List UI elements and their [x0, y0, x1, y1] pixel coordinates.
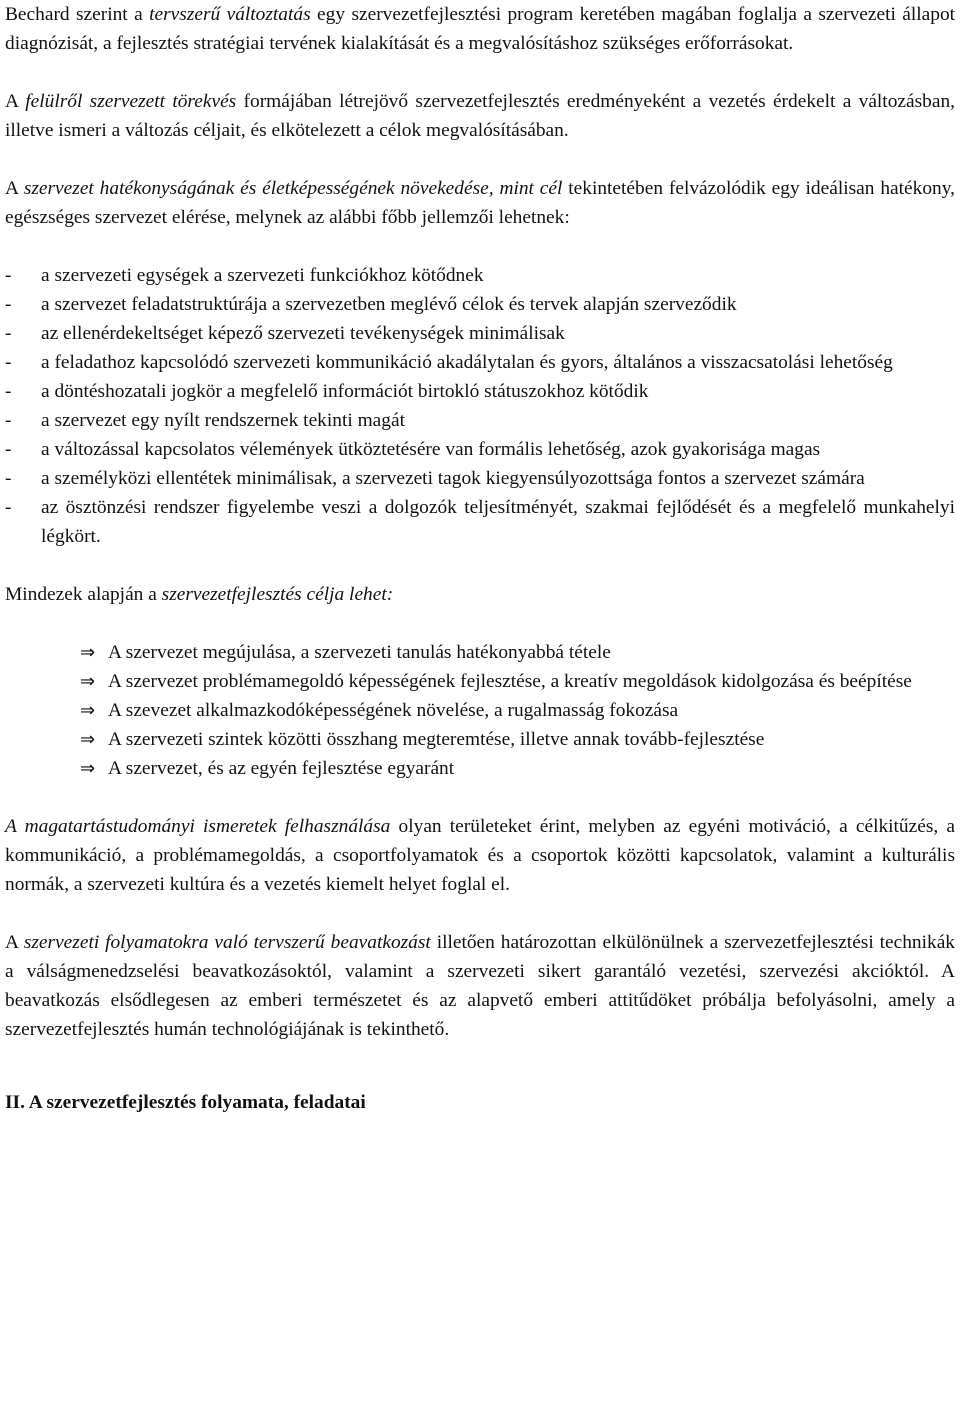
document-page [5, 0, 955, 1117]
goals-intro-prefix: Mindezek alapján a [5, 584, 162, 605]
paragraph-prefix: Bechard szerint a [5, 4, 150, 25]
double-arrow-icon: ⇒ [80, 642, 96, 663]
list-item-text: a személyközi ellentétek minimálisak, a szervezeti tagok kiegyensúlyozottsága fontos a szervezet számára [41, 468, 865, 489]
goal-item-text: A szervezet, és az egyén fejlesztése egyaránt [108, 758, 455, 779]
paragraph-text: tekintetében felvázolódik egy ideálisan hatékony, egészséges szervezet elérése, melynek az alábbi főbb jellemzői lehetnek: [5, 178, 956, 228]
paragraph-text: formájában létrejövő szervezetfejlesztés eredményeként a vezetés érdekelt a változásban, illetve ismeri a változás céljait, és elkötelezett a célok megvalósításában. [5, 91, 955, 141]
list-item-text: az ellenérdekeltséget képező szervezeti tevékenységek minimálisak [41, 323, 565, 344]
list-item [5, 261, 955, 290]
double-arrow-icon: ⇒ [80, 671, 96, 692]
list-item [5, 406, 955, 435]
characteristics-list [5, 261, 955, 551]
list-item-text: a szervezet egy nyílt rendszernek tekinti magát [41, 410, 405, 431]
list-item [5, 348, 955, 377]
list-item-text: az ösztönzési rendszer figyelembe veszi a dolgozók teljesítményét, szakmai fejlődését és a megfelelő munkahelyi légkört. [41, 497, 955, 547]
dash-marker: - [5, 265, 12, 286]
paragraph-top-down-effort [5, 87, 955, 145]
double-arrow-icon: ⇒ [80, 700, 96, 721]
list-item [5, 493, 955, 551]
goal-item-text: A szervezet megújulása, a szervezeti tanulás hatékonyabbá tétele [108, 642, 611, 663]
paragraph-prefix: A [5, 932, 24, 953]
goal-item [80, 696, 955, 725]
goals-intro-label: szervezetfejlesztés célja lehet: [161, 584, 394, 605]
list-item-text: a döntéshozatali jogkör a megfelelő információt birtokló státuszokhoz kötődik [41, 381, 649, 402]
goals-intro [5, 580, 955, 609]
list-item [5, 290, 955, 319]
dash-marker: - [5, 468, 12, 489]
list-item [5, 377, 955, 406]
paragraph-planned-change [5, 0, 955, 58]
italic-term: A magatartástudományi ismeretek felhasználása [5, 816, 391, 837]
goals-list [5, 638, 955, 783]
goal-item [80, 725, 955, 754]
italic-term: felülről szervezett törekvés [25, 91, 237, 112]
paragraph-prefix: A [5, 178, 24, 199]
paragraph-prefix: A [5, 91, 26, 112]
dash-marker: - [5, 410, 12, 431]
paragraph-text: illetően határozottan elkülönülnek a szervezetfejlesztési technikák a válságmenedzselési beavatkozásoktól, valamint a szervezeti sikert garantáló vezetési, szervezési akcióktól. A beavatkozás elsődlegesen az emberi természetet és az alapvető emberi attitűdöket próbálja befolyásolni, amely a szervezetfejlesztés humán technológiájának is tekinthető. [5, 932, 956, 1040]
italic-term: tervszerű változtatás [149, 4, 311, 25]
goal-item-text: A szervezeti szintek közötti összhang megteremtése, illetve annak tovább-fejlesztése [108, 729, 765, 750]
list-item-text: a változással kapcsolatos vélemények ütköztetésére van formális lehetőség, azok gyakorisága magas [41, 439, 821, 460]
paragraph-text: olyan területeket érint, melyben az egyéni motiváció, a célkitűzés, a kommunikáció, a problémamegoldás, a csoportfolyamatok és a csoportok közötti kapcsolatok, valamint a kulturális normák, a szervezeti kultúra és a vezetés kiemelt helyet foglal el. [5, 816, 956, 895]
double-arrow-icon: ⇒ [80, 729, 96, 750]
dash-marker: - [5, 439, 12, 460]
dash-marker: - [5, 381, 12, 402]
paragraph-efficiency-goal [5, 174, 955, 232]
list-item [5, 319, 955, 348]
paragraph-text: egy szervezetfejlesztési program keretében magában foglalja a szervezeti állapot diagnózisát, a fejlesztés stratégiai tervének kialakítását és a megvalósításhoz szükséges erőforrásokat. [5, 4, 956, 54]
paragraph-behavioral-science [5, 812, 955, 899]
list-item-text: a szervezet feladatstruktúrája a szervezetben meglévő célok és tervek alapján szerveződik [41, 294, 737, 315]
goal-item [80, 754, 955, 783]
italic-term: szervezet hatékonyságának és életképességének növekedése, mint cél [23, 178, 563, 199]
list-item [5, 435, 955, 464]
dash-marker: - [5, 352, 12, 373]
goal-item [80, 638, 955, 667]
list-item-text: a szervezeti egységek a szervezeti funkciókhoz kötődnek [41, 265, 484, 286]
paragraph-intervention [5, 928, 955, 1044]
dash-marker: - [5, 497, 12, 518]
goal-item-text: A szervezet problémamegoldó képességének fejlesztése, a kreatív megoldások kidolgozása és beépítése [108, 671, 912, 692]
dash-marker: - [5, 294, 12, 315]
list-item [5, 464, 955, 493]
section-heading: II. A szervezetfejlesztés folyamata, feladatai [5, 1092, 366, 1113]
goal-item-text: A szevezet alkalmazkodóképességének növelése, a rugalmasság fokozása [108, 700, 679, 721]
list-item-text: a feladathoz kapcsolódó szervezeti kommunikáció akadálytalan és gyors, általános a visszacsatolási lehetőség [41, 352, 893, 373]
goal-item [80, 667, 955, 696]
italic-term: szervezeti folyamatokra való tervszerű beavatkozást [23, 932, 431, 953]
dash-marker: - [5, 323, 12, 344]
double-arrow-icon: ⇒ [80, 758, 96, 779]
